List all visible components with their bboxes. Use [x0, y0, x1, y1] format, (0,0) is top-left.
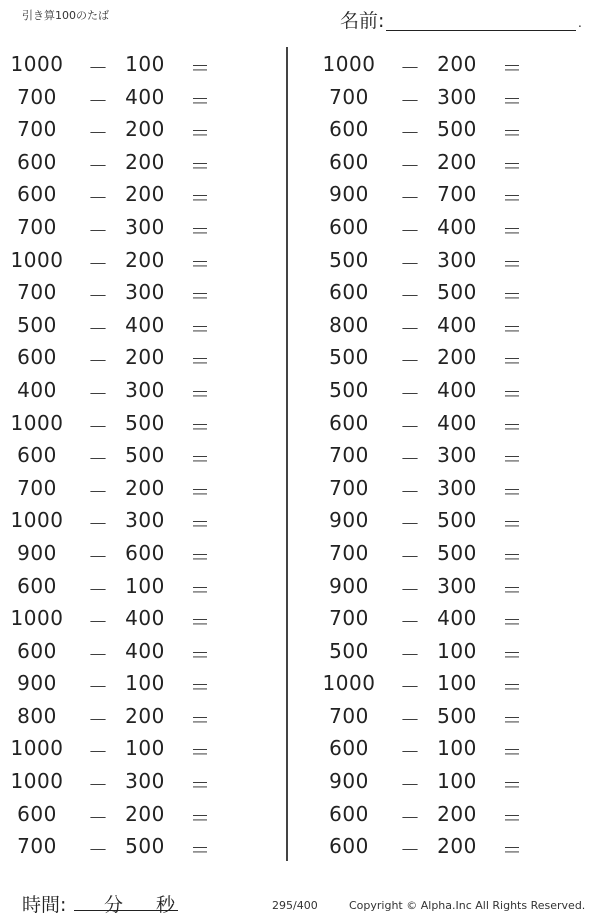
minuend: 1000: [10, 52, 64, 76]
subtrahend: 500: [437, 540, 477, 565]
minus-sign: －: [400, 675, 421, 700]
equals-sign: ＝: [502, 251, 523, 276]
equals-sign: ＝: [190, 284, 211, 309]
minutes-label: 分: [104, 894, 124, 916]
minus-sign: －: [400, 773, 421, 798]
minus-sign: －: [400, 414, 421, 439]
minus-sign: －: [400, 153, 421, 178]
minuend: 700: [329, 606, 369, 631]
minus-sign: －: [400, 349, 421, 374]
minus-sign: －: [88, 675, 109, 700]
minus-sign: －: [88, 447, 109, 472]
minus-sign: －: [88, 642, 109, 667]
subtrahend: 700: [437, 182, 477, 207]
minus-sign: －: [88, 381, 109, 406]
minus-sign: －: [88, 316, 109, 341]
minuend: 600: [329, 280, 369, 305]
minuend: 500: [329, 377, 369, 402]
minus-sign: －: [400, 88, 421, 113]
equals-sign: ＝: [502, 740, 523, 765]
subtrahend: 200: [437, 149, 477, 174]
equals-sign: ＝: [502, 544, 523, 569]
equals-sign: ＝: [190, 675, 211, 700]
equals-sign: ＝: [502, 218, 523, 243]
minus-sign: －: [88, 153, 109, 178]
equals-sign: ＝: [502, 88, 523, 113]
minus-sign: －: [88, 186, 109, 211]
subtrahend: 400: [125, 84, 165, 109]
subtrahend: 300: [437, 247, 477, 272]
minuend: 400: [17, 377, 57, 402]
subtrahend: 400: [437, 312, 477, 337]
minuend: 900: [329, 769, 369, 794]
subtrahend: 300: [437, 443, 477, 468]
equals-sign: ＝: [190, 186, 211, 211]
equals-sign: ＝: [190, 610, 211, 635]
subtrahend: 200: [437, 345, 477, 370]
subtrahend: 100: [437, 769, 477, 794]
subtrahend: 300: [437, 475, 477, 500]
equals-sign: ＝: [190, 349, 211, 374]
equals-sign: ＝: [502, 121, 523, 146]
minuend: 1000: [10, 769, 64, 794]
minuend: 600: [17, 149, 57, 174]
name-underline: [386, 30, 576, 31]
name-label: 名前:: [340, 10, 385, 32]
minuend: 900: [17, 540, 57, 565]
subtrahend: 200: [437, 801, 477, 826]
equals-sign: ＝: [502, 349, 523, 374]
minus-sign: －: [88, 414, 109, 439]
equals-sign: ＝: [190, 56, 211, 80]
subtrahend: 100: [125, 573, 165, 598]
minus-sign: －: [400, 316, 421, 341]
minus-sign: －: [88, 577, 109, 602]
minus-sign: －: [88, 838, 109, 863]
equals-sign: ＝: [502, 447, 523, 472]
subtrahend: 100: [437, 671, 477, 696]
minuend: 600: [17, 573, 57, 598]
equals-sign: ＝: [502, 512, 523, 537]
minuend: 700: [17, 280, 57, 305]
minus-sign: －: [88, 610, 109, 635]
equals-sign: ＝: [502, 316, 523, 341]
minuend: 700: [329, 540, 369, 565]
minuend: 1000: [10, 508, 64, 533]
equals-sign: ＝: [190, 88, 211, 113]
minuend: 1000: [322, 671, 376, 696]
subtrahend: 500: [437, 508, 477, 533]
minuend: 900: [329, 182, 369, 207]
equals-sign: ＝: [190, 773, 211, 798]
equals-sign: ＝: [502, 773, 523, 798]
equals-sign: ＝: [190, 381, 211, 406]
equals-sign: ＝: [502, 675, 523, 700]
equals-sign: ＝: [502, 479, 523, 504]
minus-sign: －: [400, 610, 421, 635]
equals-sign: ＝: [502, 610, 523, 635]
minus-sign: －: [400, 707, 421, 732]
minuend: 600: [17, 801, 57, 826]
subtrahend: 300: [125, 769, 165, 794]
minus-sign: －: [400, 838, 421, 863]
minus-sign: －: [400, 512, 421, 537]
minuend: 700: [17, 214, 57, 239]
minus-sign: －: [400, 381, 421, 406]
minus-sign: －: [88, 512, 109, 537]
equals-sign: ＝: [190, 544, 211, 569]
equals-sign: ＝: [502, 414, 523, 439]
minus-sign: －: [400, 740, 421, 765]
minus-sign: －: [400, 56, 421, 80]
minus-sign: －: [88, 284, 109, 309]
equals-sign: ＝: [190, 153, 211, 178]
time-label: 時間:: [22, 894, 67, 916]
equals-sign: ＝: [502, 284, 523, 309]
subtrahend: 200: [437, 52, 477, 76]
minuend: 700: [17, 117, 57, 142]
subtrahend: 500: [437, 703, 477, 728]
subtrahend: 500: [125, 410, 165, 435]
minus-sign: －: [88, 251, 109, 276]
equals-sign: ＝: [190, 740, 211, 765]
subtrahend: 400: [125, 638, 165, 663]
minus-sign: －: [88, 544, 109, 569]
subtrahend: 300: [125, 214, 165, 239]
subtrahend: 300: [125, 377, 165, 402]
minuend: 700: [329, 84, 369, 109]
minus-sign: －: [400, 218, 421, 243]
subtrahend: 100: [125, 671, 165, 696]
subtrahend: 400: [437, 606, 477, 631]
equals-sign: ＝: [502, 153, 523, 178]
minuend: 700: [329, 703, 369, 728]
minus-sign: －: [400, 642, 421, 667]
subtrahend: 500: [125, 834, 165, 859]
equals-sign: ＝: [190, 251, 211, 276]
minuend: 1000: [322, 52, 376, 76]
subtrahend: 400: [437, 377, 477, 402]
minuend: 900: [17, 671, 57, 696]
equals-sign: ＝: [190, 805, 211, 830]
subtrahend: 200: [125, 117, 165, 142]
subtrahend: 300: [125, 280, 165, 305]
name-field[interactable]: [340, 6, 585, 32]
minuend: 600: [329, 117, 369, 142]
equals-sign: ＝: [190, 577, 211, 602]
equals-sign: ＝: [502, 56, 523, 80]
minuend: 600: [17, 345, 57, 370]
subtrahend: 200: [437, 834, 477, 859]
minus-sign: －: [400, 447, 421, 472]
minuend: 600: [329, 736, 369, 761]
equals-sign: ＝: [190, 121, 211, 146]
minuend: 600: [17, 638, 57, 663]
minuend: 1000: [10, 606, 64, 631]
minuend: 600: [329, 834, 369, 859]
subtrahend: 100: [437, 736, 477, 761]
subtrahend: 500: [125, 443, 165, 468]
subtrahend: 400: [437, 410, 477, 435]
minus-sign: －: [88, 218, 109, 243]
minuend: 900: [329, 573, 369, 598]
minus-sign: －: [400, 805, 421, 830]
subtrahend: 500: [437, 280, 477, 305]
subtrahend: 600: [125, 540, 165, 565]
minuend: 500: [329, 247, 369, 272]
minus-sign: －: [88, 349, 109, 374]
subtrahend: 200: [125, 149, 165, 174]
copyright-text: Copyright © Alpha.Inc All Rights Reserved.: [349, 899, 586, 912]
minus-sign: －: [88, 121, 109, 146]
minus-sign: －: [400, 479, 421, 504]
minuend: 500: [17, 312, 57, 337]
subtrahend: 300: [125, 508, 165, 533]
minuend: 1000: [10, 736, 64, 761]
minus-sign: －: [400, 577, 421, 602]
equals-sign: ＝: [190, 838, 211, 863]
name-end-dot: .: [578, 16, 582, 30]
minus-sign: －: [400, 544, 421, 569]
minuend: 600: [329, 214, 369, 239]
equals-sign: ＝: [190, 479, 211, 504]
equals-sign: ＝: [190, 414, 211, 439]
subtrahend: 300: [437, 84, 477, 109]
minuend: 500: [329, 638, 369, 663]
subtrahend: 200: [125, 182, 165, 207]
equals-sign: ＝: [190, 447, 211, 472]
minus-sign: －: [400, 284, 421, 309]
minuend: 1000: [10, 410, 64, 435]
equals-sign: ＝: [502, 186, 523, 211]
equals-sign: ＝: [190, 218, 211, 243]
worksheet-title: 引き算100のたば: [22, 9, 109, 22]
equals-sign: ＝: [190, 707, 211, 732]
subtrahend: 400: [125, 312, 165, 337]
minuend: 900: [329, 508, 369, 533]
equals-sign: ＝: [190, 512, 211, 537]
minus-sign: －: [400, 251, 421, 276]
subtrahend: 200: [125, 247, 165, 272]
equals-sign: ＝: [190, 316, 211, 341]
column-divider: [286, 47, 288, 861]
equals-sign: ＝: [502, 838, 523, 863]
minus-sign: －: [400, 121, 421, 146]
seconds-label: 秒: [156, 894, 176, 916]
subtrahend: 400: [437, 214, 477, 239]
minus-sign: －: [88, 707, 109, 732]
subtrahend: 200: [125, 475, 165, 500]
minuend: 500: [329, 345, 369, 370]
equals-sign: ＝: [502, 707, 523, 732]
minuend: 600: [329, 801, 369, 826]
minus-sign: －: [400, 186, 421, 211]
subtrahend: 100: [125, 736, 165, 761]
minuend: 700: [329, 443, 369, 468]
minuend: 600: [17, 443, 57, 468]
equals-sign: ＝: [502, 381, 523, 406]
page-number: 295/400: [272, 899, 318, 912]
minuend: 1000: [10, 247, 64, 272]
subtrahend: 100: [125, 52, 165, 76]
subtrahend: 500: [437, 117, 477, 142]
subtrahend: 100: [437, 638, 477, 663]
subtrahend: 200: [125, 345, 165, 370]
subtrahend: 200: [125, 801, 165, 826]
minuend: 600: [17, 182, 57, 207]
minuend: 700: [17, 84, 57, 109]
minus-sign: －: [88, 805, 109, 830]
minuend: 800: [17, 703, 57, 728]
equals-sign: ＝: [502, 805, 523, 830]
minuend: 700: [17, 475, 57, 500]
minus-sign: －: [88, 56, 109, 80]
equals-sign: ＝: [502, 642, 523, 667]
minus-sign: －: [88, 773, 109, 798]
equals-sign: ＝: [190, 642, 211, 667]
subtrahend: 200: [125, 703, 165, 728]
equals-sign: ＝: [502, 577, 523, 602]
minuend: 600: [329, 410, 369, 435]
minus-sign: －: [88, 740, 109, 765]
minuend: 700: [329, 475, 369, 500]
minuend: 600: [329, 149, 369, 174]
minuend: 800: [329, 312, 369, 337]
subtrahend: 300: [437, 573, 477, 598]
subtrahend: 400: [125, 606, 165, 631]
minus-sign: －: [88, 479, 109, 504]
minuend: 700: [17, 834, 57, 859]
minus-sign: －: [88, 88, 109, 113]
